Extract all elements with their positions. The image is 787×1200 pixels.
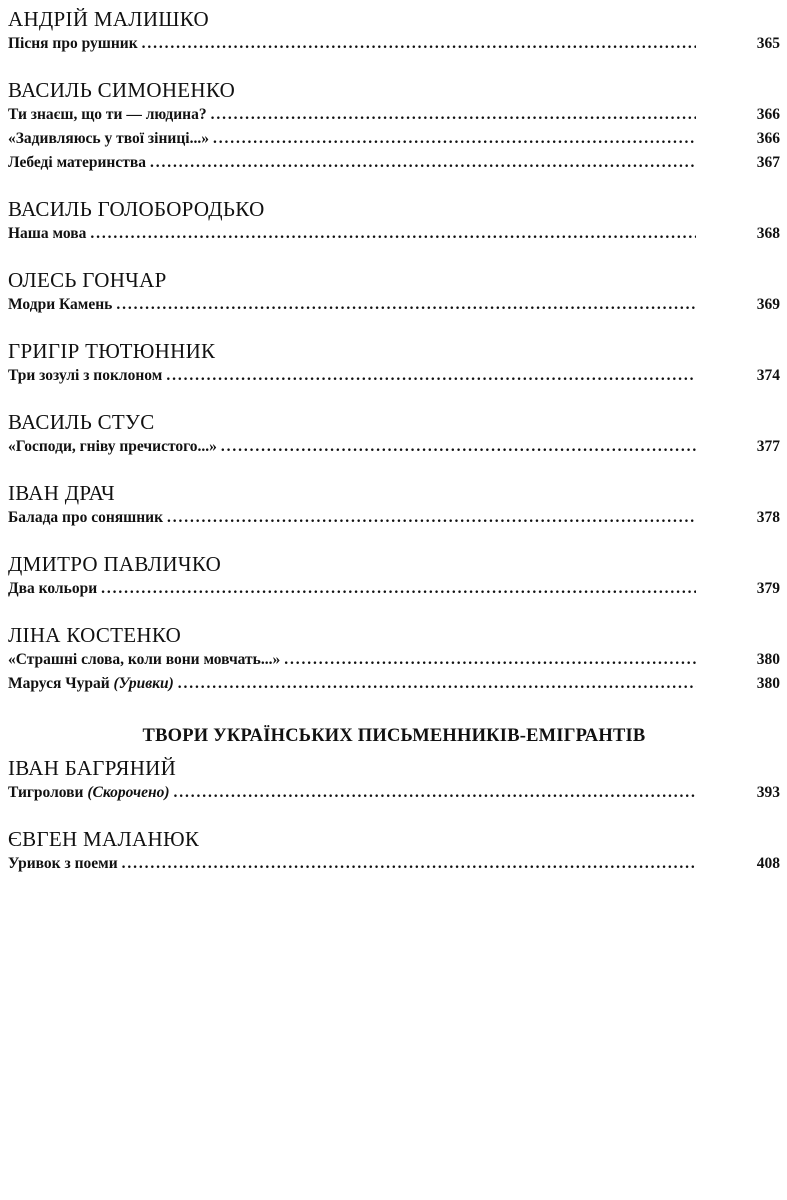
entry-title: Балада про соняшник <box>8 509 164 526</box>
toc-entry[interactable] <box>8 293 780 317</box>
dot-leader <box>167 506 696 530</box>
entry-title: Три зозулі з поклоном <box>8 367 163 384</box>
author-section <box>8 196 780 246</box>
dot-leader <box>211 103 696 127</box>
page-number: 366 <box>756 106 780 123</box>
dot-leader <box>178 672 696 696</box>
toc-entry[interactable] <box>8 32 780 56</box>
author-section <box>8 77 780 175</box>
author-name: ОЛЕСЬ ГОНЧАР <box>8 268 167 292</box>
toc-emigrant-list <box>8 755 780 876</box>
dot-leader <box>142 32 696 56</box>
author-section <box>8 622 780 696</box>
author-name: ГРИГІР ТЮТЮННИК <box>8 339 216 363</box>
page-number: 367 <box>756 154 780 171</box>
author-section <box>8 338 780 388</box>
toc-entry[interactable] <box>8 151 780 175</box>
entry-title: Модри Камень <box>8 296 113 313</box>
page-number: 366 <box>756 130 780 147</box>
dot-leader <box>221 435 696 459</box>
entry-title: «Господи, гніву пречистого...» <box>8 438 217 455</box>
table-of-contents <box>8 6 780 897</box>
author-section <box>8 755 780 805</box>
toc-entry[interactable] <box>8 222 780 246</box>
author-name: ЄВГЕН МАЛАНЮК <box>8 827 200 851</box>
page-number: 369 <box>756 296 780 313</box>
entry-title: Маруся Чурай (Уривки) <box>8 675 174 692</box>
page-number: 380 <box>756 651 780 668</box>
author-name: ВАСИЛЬ ГОЛОБОРОДЬКО <box>8 197 265 221</box>
toc-entry[interactable] <box>8 648 780 672</box>
dot-leader <box>90 222 696 246</box>
author-name: ІВАН БАГРЯНИЙ <box>8 756 177 780</box>
page-number: 365 <box>756 35 780 52</box>
page-number: 408 <box>756 855 780 872</box>
entry-title: «Страшні слова, коли вони мовчать...» <box>8 651 281 668</box>
author-section <box>8 267 780 317</box>
toc-entry[interactable] <box>8 103 780 127</box>
section-heading: ТВОРИ УКРАЇНСЬКИХ ПИСЬМЕННИКІВ-ЕМІГРАНТІВ <box>142 726 646 746</box>
toc-entry[interactable] <box>8 435 780 459</box>
dot-leader <box>116 293 696 317</box>
toc-entry[interactable] <box>8 127 780 151</box>
toc-entry[interactable] <box>8 577 780 601</box>
dot-leader <box>173 781 696 805</box>
entry-title: Два кольори <box>8 580 98 597</box>
page-number: 379 <box>756 580 780 597</box>
page-number: 378 <box>756 509 780 526</box>
toc-entry[interactable] <box>8 852 780 876</box>
entry-title: «Задивляюсь у твої зіниці...» <box>8 130 209 147</box>
dot-leader <box>213 127 696 151</box>
entry-note: (Уривки) <box>109 675 174 692</box>
author-name: ЛІНА КОСТЕНКО <box>8 623 182 647</box>
author-name: ДМИТРО ПАВЛИЧКО <box>8 552 222 576</box>
entry-title: Наша мова <box>8 225 87 242</box>
author-section <box>8 551 780 601</box>
entry-title: Ти знаєш, що ти — людина? <box>8 106 207 123</box>
page-number: 374 <box>756 367 780 384</box>
dot-leader <box>284 648 696 672</box>
author-name: ІВАН ДРАЧ <box>8 481 115 505</box>
page-number: 380 <box>756 675 780 692</box>
dot-leader <box>150 151 696 175</box>
toc-entry[interactable] <box>8 506 780 530</box>
author-section <box>8 6 780 56</box>
page-number: 368 <box>756 225 780 242</box>
entry-title: Уривок з поеми <box>8 855 118 872</box>
author-name: АНДРІЙ МАЛИШКО <box>8 7 210 31</box>
author-name: ВАСИЛЬ СТУС <box>8 410 155 434</box>
entry-title: Тигролови (Скорочено) <box>8 784 170 801</box>
page-number: 377 <box>756 438 780 455</box>
toc-entry[interactable] <box>8 672 780 696</box>
toc-entry[interactable] <box>8 364 780 388</box>
author-section <box>8 480 780 530</box>
dot-leader <box>166 364 696 388</box>
author-section <box>8 826 780 876</box>
entry-title: Пісня про рушник <box>8 35 138 52</box>
entry-note: (Скорочено) <box>83 784 170 801</box>
author-section <box>8 409 780 459</box>
page-number: 393 <box>756 784 780 801</box>
author-name: ВАСИЛЬ СИМОНЕНКО <box>8 78 236 102</box>
dot-leader <box>122 852 696 876</box>
toc-entry[interactable] <box>8 781 780 805</box>
toc-main-list <box>8 6 780 696</box>
dot-leader <box>101 577 696 601</box>
entry-title: Лебеді материнства <box>8 154 146 171</box>
